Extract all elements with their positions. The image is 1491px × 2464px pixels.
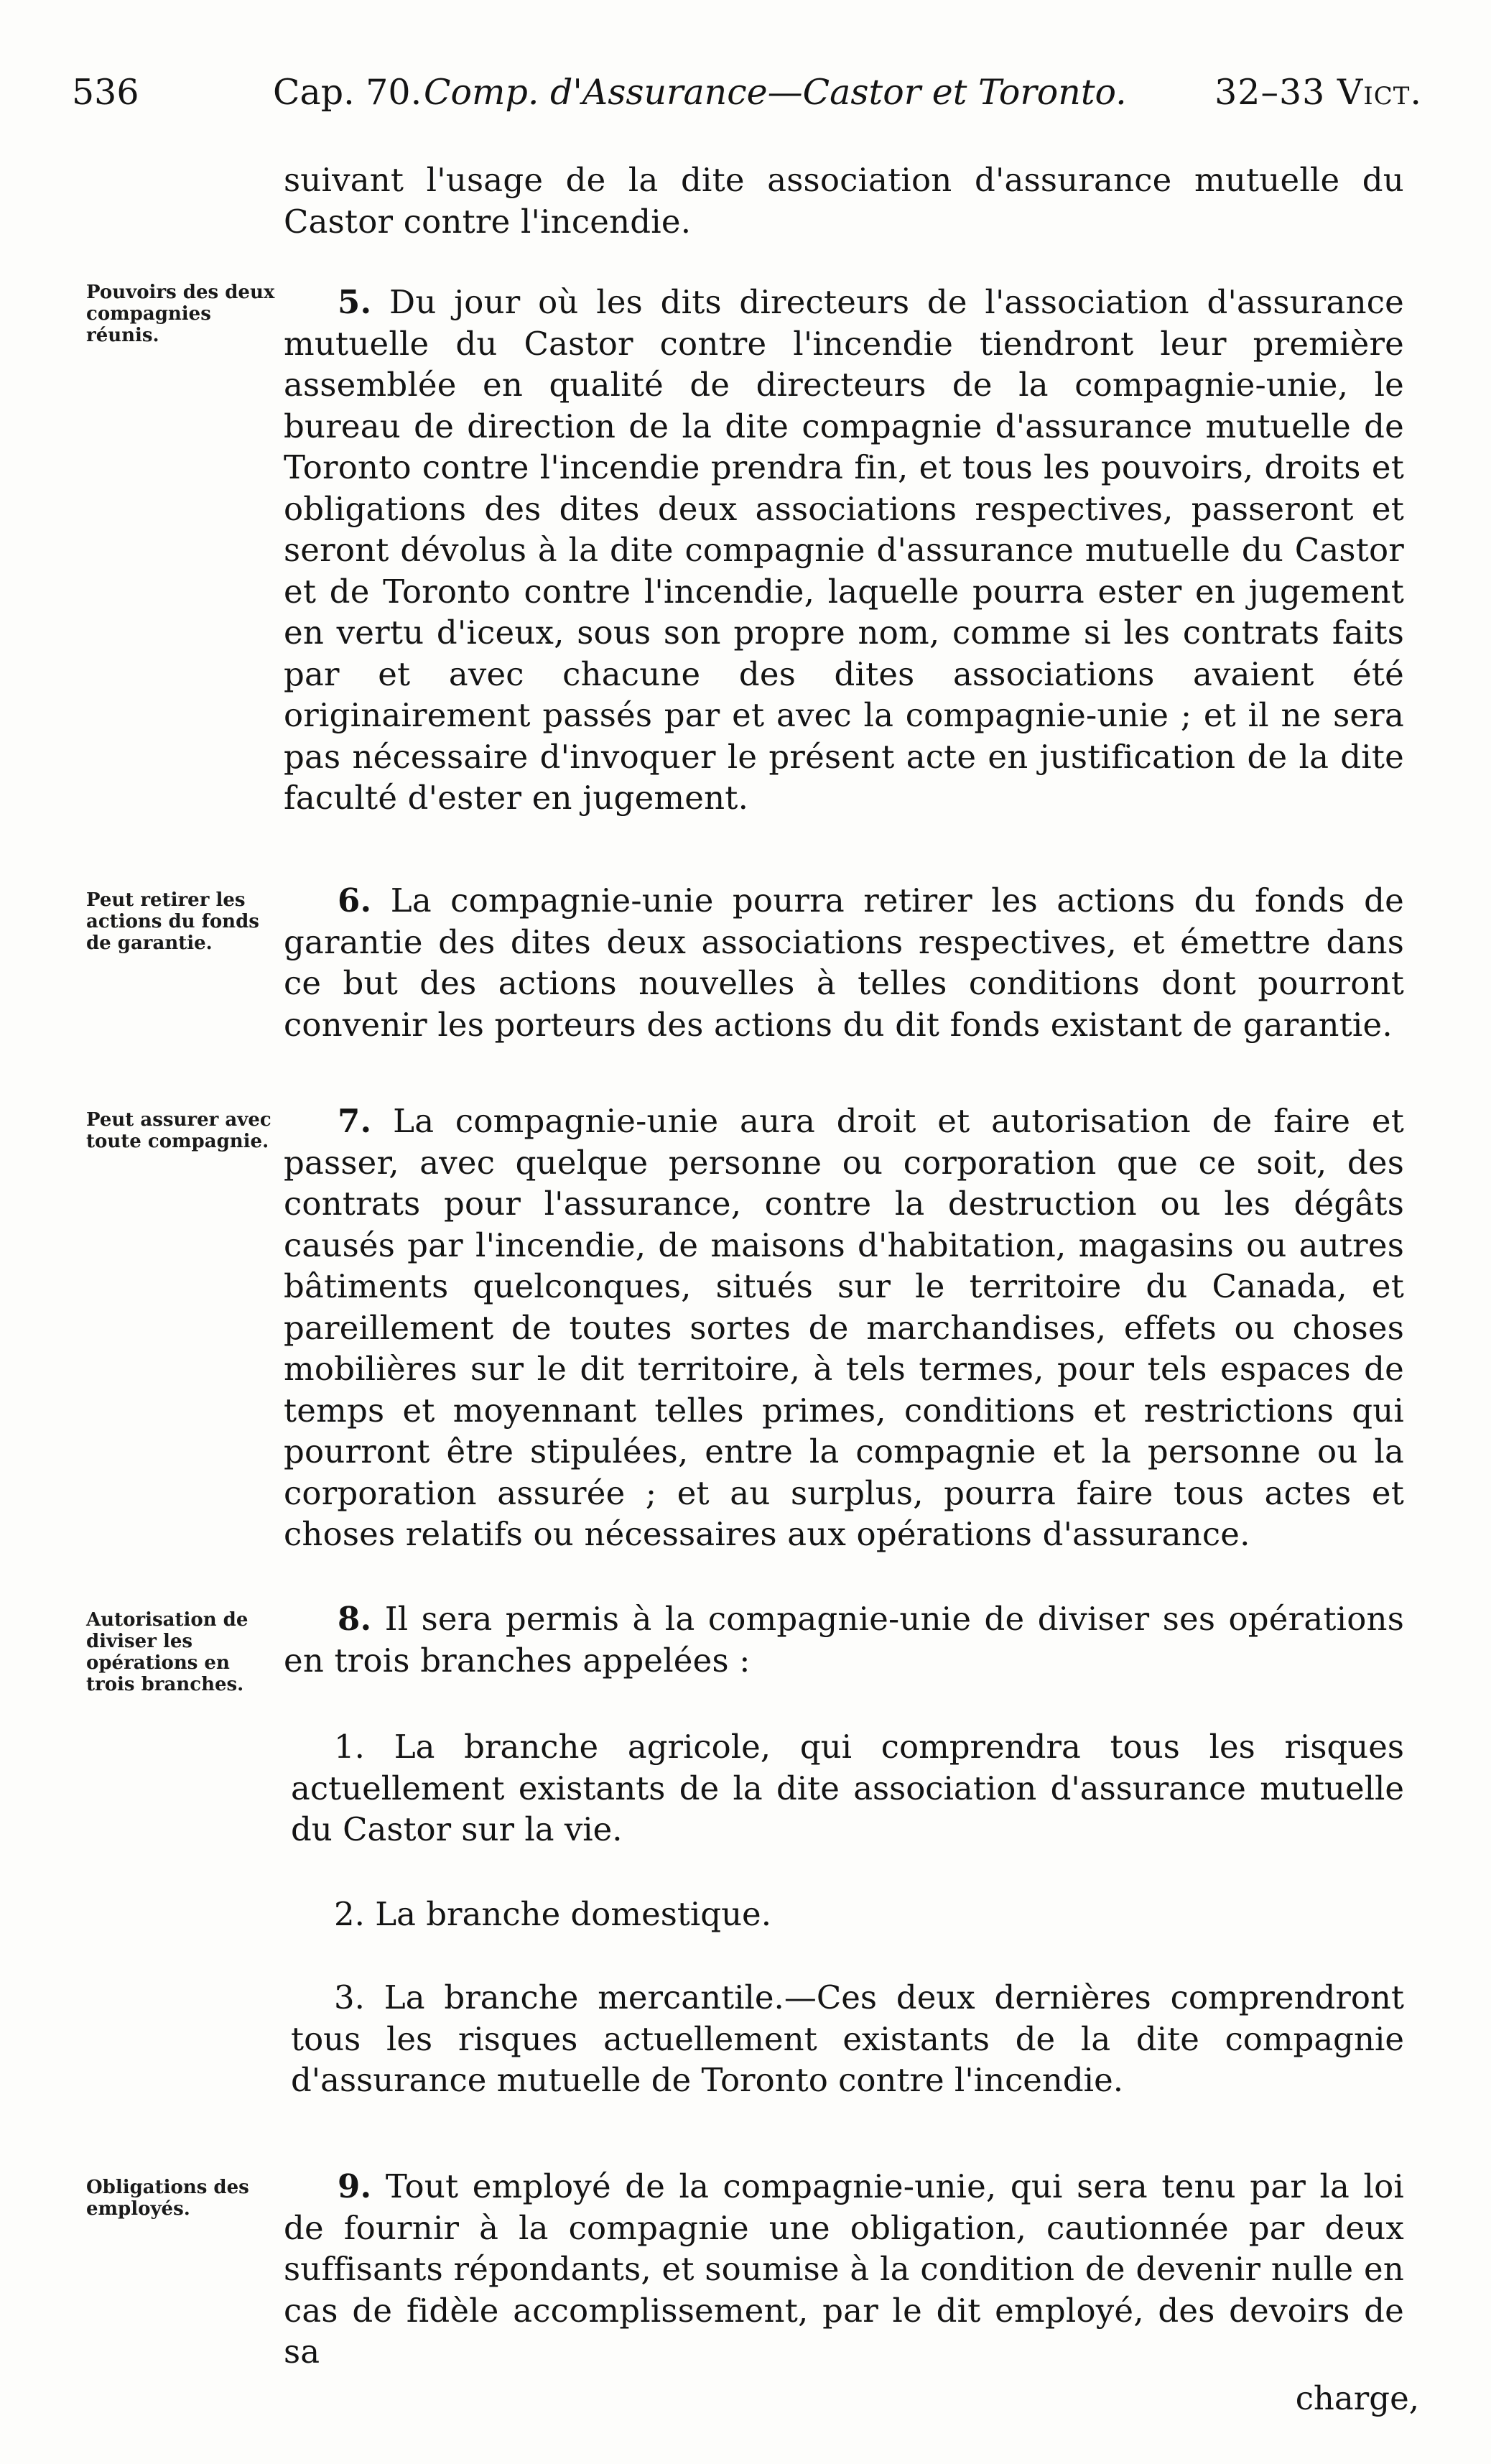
branch-item-2: 2. La branche domestique. <box>334 1895 771 1933</box>
section-5 <box>284 282 1404 819</box>
margin-note-8: Autorisation de diviser les opérations en trois branches. <box>86 1609 249 1695</box>
section-8 <box>284 1598 1404 1681</box>
margin-note-9: Obligations des employés. <box>86 2177 249 2220</box>
section-7 <box>284 1101 1404 1555</box>
page-number: 536 <box>72 72 139 113</box>
branch-item-3: 3. La branche mercantile.—Ces deux dernières comprendront tous les risques actuellement existants de la dite compagnie d'assurance mutuelle de Toronto contre l'incendie. <box>291 1978 1404 2099</box>
catchword: charge, <box>1295 2379 1419 2417</box>
branch-item-1: 1. La branche agricole, qui comprendra tous les risques actuellement existants de la dite association d'assurance mutuelle du Castor sur la vie. <box>291 1728 1404 1848</box>
section-number: 7. <box>338 1102 372 1140</box>
section-number: 6. <box>338 881 372 920</box>
margin-note-7: Peut assurer avec toute compagnie. <box>86 1109 271 1152</box>
opening-paragraph: suivant l'usage de la dite association d'assurance mutuelle du Castor contre l'incendie. <box>284 161 1404 241</box>
margin-note-6: Peut retirer les actions du fonds de garantie. <box>86 889 259 954</box>
section-number: 8. <box>338 1600 372 1638</box>
section-number: 9. <box>338 2167 372 2205</box>
section-text: La compagnie-unie aura droit et autorisation de faire et passer, avec quelque personne ou corporation que ce soit, des contrats pour l'assurance, contre la destruction ou les dégâts causés par l'incendie, de maisons d'habitation, magasins ou autres bâtiments quelconques, situés sur le territoire du Canada, et pareillement de toutes sortes de marchandises, effets ou choses mobilières sur le dit territoire, à tels termes, pour tels espaces de temps et moyennant telles primes, conditions et restrictions qui pourront être stipulées, entre la compagnie et la personne ou la corporation assurée ; et au surplus, pourra faire tous actes et choses relatifs ou nécessaires aux opérations d'assurance. <box>284 1102 1404 1553</box>
regnal-year: 32–33 Vict. <box>1214 72 1422 113</box>
section-6 <box>284 880 1404 1045</box>
section-text: La compagnie-unie pourra retirer les actions du fonds de garantie des dites deux associations respectives, et émettre dans ce but des actions nouvelles à telles conditions dont pourront convenir les porteurs des actions du dit fonds existant de garantie. <box>284 881 1404 1044</box>
section-text: Tout employé de la compagnie-unie, qui sera tenu par la loi de fournir à la compagnie une obligation, cautionnée par deux suffisants répondants, et soumise à la condition de devenir nulle en cas de fidèle accomplissement, par le dit employé, des devoirs de sa <box>284 2167 1404 2371</box>
header-title: Comp. d'Assurance—Castor et Toronto. <box>424 72 1127 113</box>
margin-note-5: Pouvoirs des deux compagnies réunis. <box>86 282 275 346</box>
section-text: Du jour où les dits directeurs de l'association d'assurance mutuelle du Castor contre l'incendie tiendront leur première assemblée en qualité de directeurs de la compagnie-unie, le bureau de direction de la dite compagnie d'assurance mutuelle de Toronto contre l'incendie prendra fin, et tous les pouvoirs, droits et obligations des dites deux associations respectives, passeront et seront dévolus à la dite compagnie d'assurance mutuelle du Castor et de Toronto contre l'incendie, laquelle pourra ester en jugement en vertu d'iceux, sous son propre nom, comme si les contrats faits par et avec chacune des dites associations avaient été originairement passés par et avec la compagnie-unie ; et il ne sera pas nécessaire d'invoquer le présent acte en justification de la dite faculté d'ester en jugement. <box>284 283 1404 817</box>
running-header <box>72 72 1422 122</box>
section-text: Il sera permis à la compagnie-unie de diviser ses opérations en trois branches appelées : <box>284 1600 1404 1680</box>
chapter-label: Cap. 70. <box>273 72 422 113</box>
section-number: 5. <box>338 283 372 321</box>
section-9 <box>284 2166 1404 2373</box>
